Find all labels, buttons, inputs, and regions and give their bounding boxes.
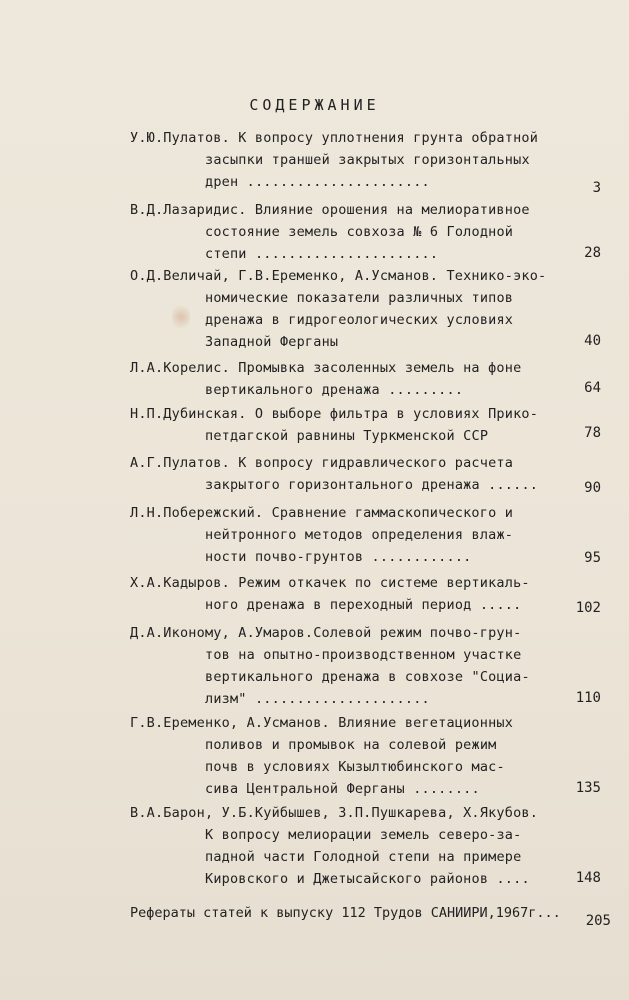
- toc-page-number: 3: [592, 180, 601, 196]
- toc-entry-line: вертикального дренажа в совхозе "Социа-: [205, 669, 530, 685]
- toc-entry-line: поливов и промывок на солевой режим: [205, 737, 497, 753]
- toc-entry-line: У.Ю.Пулатов. К вопросу уплотнения грунта обратной: [130, 130, 539, 146]
- toc-entry-line: почв в условиях Кызылтюбинского мас-: [205, 759, 505, 775]
- toc-entry-line: засыпки траншей закрытых горизонтальных: [205, 152, 530, 168]
- toc-entry-line: Л.А.Корелис. Промывка засоленных земель на фоне: [130, 360, 522, 376]
- toc-entry-line: К вопросу мелиорации земель северо-за-: [205, 827, 522, 843]
- toc-page-number: 28: [584, 245, 601, 261]
- page-title: СОДЕРЖАНИЕ: [249, 96, 380, 114]
- toc-entry-line: Д.А.Икономy, А.Умаров.Солевой режим почво-грун-: [130, 625, 522, 641]
- toc-page-number: 40: [584, 333, 601, 349]
- toc-entry-line: Кировского и Джетысайского районов ....: [205, 871, 530, 887]
- toc-entry-line: закрытого горизонтального дренажа ......: [205, 477, 539, 493]
- toc-page-number: 90: [584, 480, 601, 496]
- paper-stain: [172, 302, 190, 332]
- toc-page-number: 102: [575, 600, 601, 616]
- toc-entry-line: степи ......................: [205, 246, 439, 262]
- toc-page-number: 64: [584, 380, 601, 396]
- toc-entry-line: нейтронного методов определения влаж-: [205, 527, 514, 543]
- toc-entry-line: В.Д.Лазаридис. Влияние орошения на мелиоративное: [130, 202, 530, 218]
- toc-entry-line: падной части Голодной степи на примере: [205, 849, 522, 865]
- toc-entry-line: номические показатели различных типов: [205, 290, 514, 306]
- toc-entry-line: состояние земель совхоза № 6 Голодной: [205, 224, 514, 240]
- toc-page-number: 110: [575, 690, 601, 706]
- toc-page-number: 78: [584, 425, 601, 441]
- toc-entry-line: В.А.Барон, У.Б.Куйбышев, З.П.Пушкарева, Х.Якубов.: [130, 805, 539, 821]
- toc-entry-line: лизм" .....................: [205, 691, 430, 707]
- toc-entry-line: Г.В.Еременко, А.Усманов. Влияние вегетационных: [130, 715, 514, 731]
- toc-entry-line: тов на опытно-производственном участке: [205, 647, 522, 663]
- toc-entry-line: Н.П.Дубинская. О выборе фильтра в условиях Прико-: [130, 406, 539, 422]
- footer-line: Рефераты статей к выпуску 112 Трудов САНИИРИ,1967г...: [130, 905, 561, 921]
- toc-entry-line: Х.А.Кадыров. Режим откачек по системе вертикаль-: [130, 575, 530, 591]
- toc-page-number: 135: [575, 780, 601, 796]
- toc-page-number: 95: [584, 550, 601, 566]
- toc-entry-line: А.Г.Пулатов. К вопросу гидравлического расчета: [130, 455, 514, 471]
- toc-entry-line: ности почво-грунтов ............: [205, 549, 472, 565]
- toc-page-number: 148: [575, 870, 601, 886]
- toc-entry-line: Западной Ферганы: [205, 334, 339, 350]
- toc-entry-line: ного дренажа в переходный период .....: [205, 597, 522, 613]
- toc-entry-line: дренажа в гидрогеологических условиях: [205, 312, 514, 328]
- footer-page-number: 205: [585, 913, 611, 929]
- toc-entry-line: вертикального дренажа .........: [205, 382, 464, 398]
- toc-entry-line: сива Центральной Ферганы ........: [205, 781, 480, 797]
- toc-entry-line: петдагской равнины Туркменской ССР: [205, 428, 489, 444]
- toc-entry-line: Л.Н.Побережский. Сравнение гаммаскопического и: [130, 505, 514, 521]
- toc-entry-line: дрен ......................: [205, 174, 430, 190]
- toc-entry-line: О.Д.Величай, Г.В.Еременко, А.Усманов. Технико-эко-: [130, 268, 547, 284]
